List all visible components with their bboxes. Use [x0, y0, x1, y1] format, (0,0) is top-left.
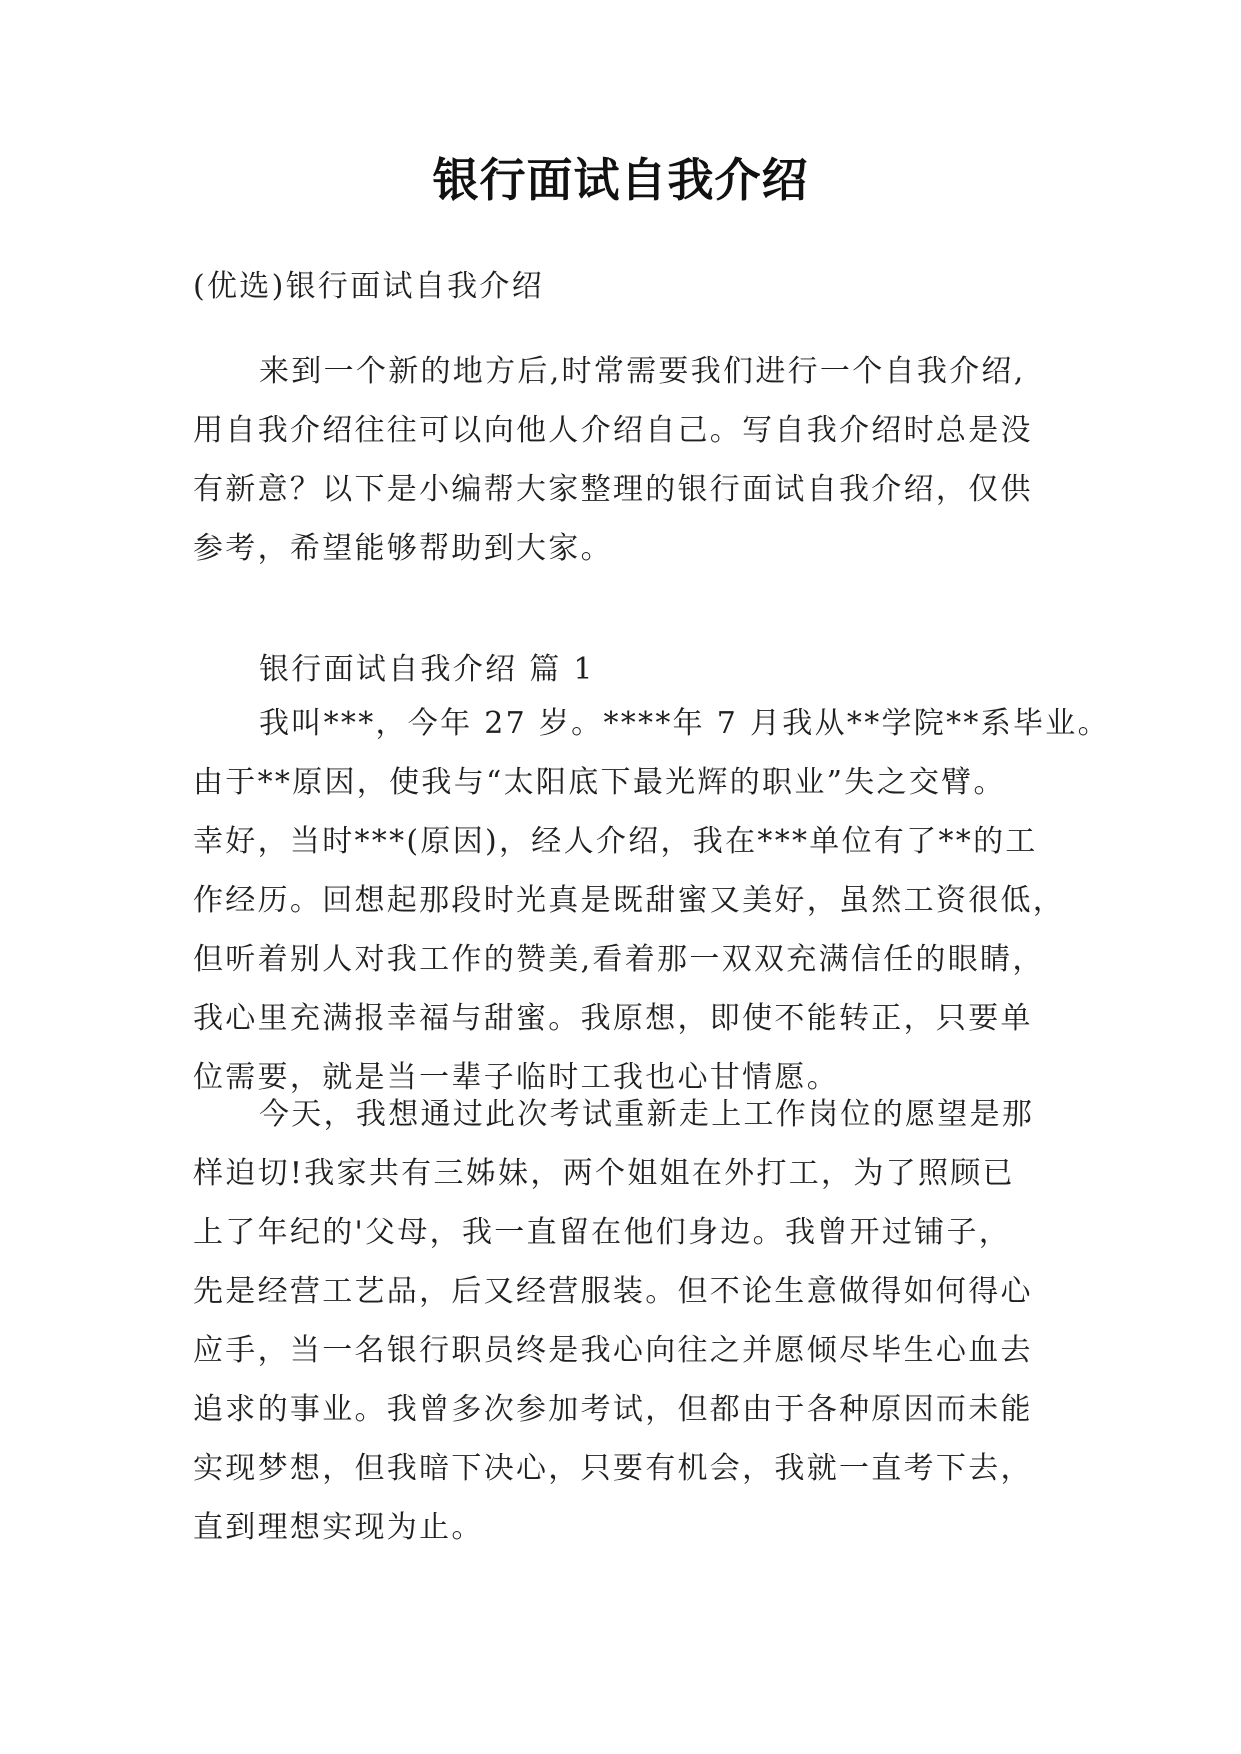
intro-paragraph [193, 342, 1063, 578]
paragraph-line: 我叫***，今年 27 岁。****年 7 月我从**学院**系毕业。 [259, 706, 1110, 741]
paragraph-line: 直到理想实现为止。 [193, 1510, 484, 1545]
paragraph-line: 幸好，当时***(原因)，经人介绍，我在***单位有了**的工 [193, 824, 1038, 859]
document-title: 银行面试自我介绍 [432, 153, 809, 207]
paragraph-line: 但听着别人对我工作的赞美,看着那一双双充满信任的眼睛， [193, 942, 1045, 977]
paragraph-line: 作经历。回想起那段时光真是既甜蜜又美好，虽然工资很低， [193, 883, 1066, 918]
paragraph-line: 我心里充满报幸福与甜蜜。我原想，即使不能转正，只要单 [193, 1001, 1033, 1036]
paragraph-line: 上了年纪的'父母，我一直留在他们身边。我曾开过铺子， [193, 1215, 1012, 1250]
paragraph-2 [193, 1085, 1063, 1557]
section-heading-text: 银行面试自我介绍 篇 1 [259, 652, 595, 687]
document-subtitle [193, 257, 1063, 316]
intro-line: 参考，希望能够帮助到大家。 [193, 531, 613, 566]
paragraph-line: 样迫切!我家共有三姊妹，两个姐姐在外打工，为了照顾已 [193, 1156, 1015, 1191]
intro-line: 用自我介绍往往可以向他人介绍自己。写自我介绍时总是没 [193, 413, 1033, 448]
intro-line: 来到一个新的地方后,时常需要我们进行一个自我介绍, [259, 354, 1026, 389]
paragraph-line: 今天，我想通过此次考试重新走上工作岗位的愿望是那 [259, 1097, 1035, 1132]
subtitle-text: (优选)银行面试自我介绍 [193, 269, 545, 304]
paragraph-line: 实现梦想，但我暗下决心，只要有机会，我就一直考下去， [193, 1451, 1033, 1486]
paragraph-1 [193, 694, 1110, 1107]
paragraph-line: 先是经营工艺品，后又经营服装。但不论生意做得如何得心 [193, 1274, 1033, 1309]
paragraph-line: 追求的事业。我曾多次参加考试，但都由于各种原因而未能 [193, 1392, 1033, 1427]
paragraph-line: 应手，当一名银行职员终是我心向往之并愿倾尽毕生心血去 [193, 1333, 1033, 1368]
paragraph-line: 由于**原因，使我与“太阳底下最光辉的职业”失之交臂。 [193, 765, 1006, 800]
section-heading [193, 640, 1063, 699]
paragraph-line: 位需要，就是当一辈子临时工我也心甘情愿。 [193, 1060, 839, 1095]
intro-line: 有新意？以下是小编帮大家整理的银行面试自我介绍，仅供 [193, 472, 1033, 507]
